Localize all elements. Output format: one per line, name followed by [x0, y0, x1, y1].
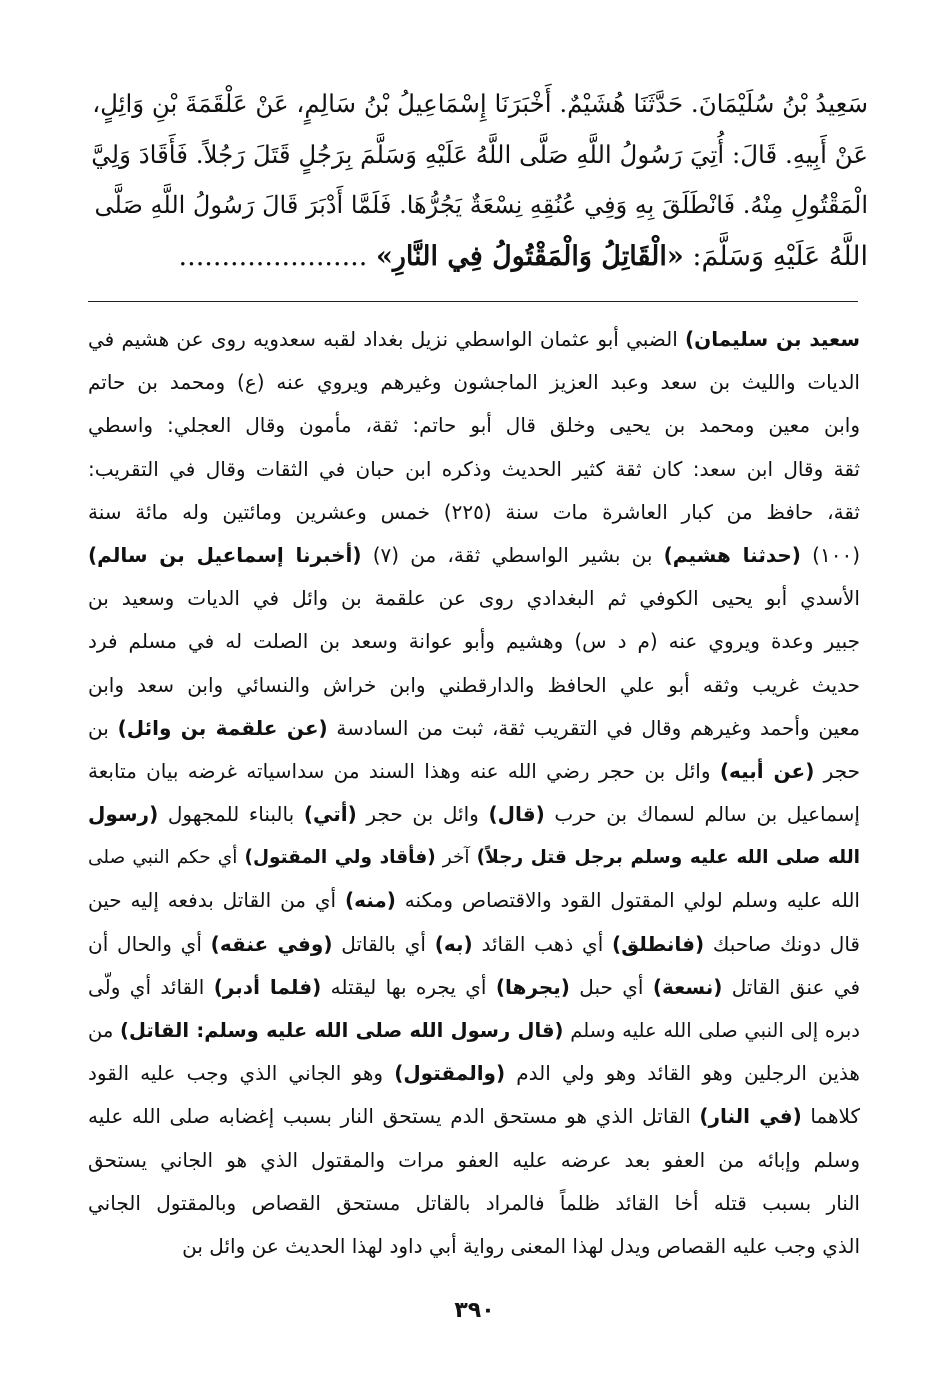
commentary-bold-term: (يجرها): [495, 974, 570, 999]
commentary-line: [88, 793, 860, 836]
commentary-text-run: كلاهما: [801, 1104, 860, 1129]
commentary-text-run: النار بسبب قتله أخا القائد ظلماً فالمراد بالقاتل مستحق القصاص وبالمقتول الجاني: [88, 1190, 860, 1215]
commentary-text-run: القائد أي ولّى: [88, 974, 214, 999]
commentary-text-run: أي ذهب القائد: [472, 931, 613, 956]
commentary-bold-term: (رسول: [88, 802, 159, 827]
commentary-text-run: في عنق القاتل: [722, 974, 860, 999]
commentary-bold-term: (في النار): [699, 1104, 802, 1129]
commentary-line: [88, 923, 860, 966]
commentary-text-run: أي بالقاتل: [332, 931, 435, 956]
commentary-text-run: قال دونك صاحبك: [704, 931, 860, 956]
separator-rule: [88, 301, 858, 302]
commentary-text-run: ثقة، حافظ من كبار العاشرة مات سنة (٢٢٥) خمس وعشرين ومائتين وله مائة سنة: [88, 499, 860, 524]
commentary-line: [88, 534, 860, 577]
commentary-text-run: بن: [88, 715, 118, 740]
commentary-text-run: وائل بن حجر: [356, 802, 489, 827]
commentary-line: [88, 1095, 860, 1138]
commentary-line: [88, 404, 860, 447]
commentary-line: [88, 361, 860, 404]
commentary-line: [88, 448, 860, 491]
page-number: ٣٩٠: [454, 1298, 495, 1323]
commentary-bold-term: (وفي عنقه): [210, 931, 333, 956]
commentary-bold-term: (عن علقمة بن وائل): [117, 715, 328, 740]
commentary-line: [88, 707, 860, 750]
commentary-line: [88, 664, 860, 707]
hadith-line: عَنْ أَبِيهِ. قَالَ: أُتِيَ رَسُولُ اللَّهِ صَلَّى اللَّهُ عَلَيْهِ وَسَلَّمَ بِرَجُلٍ قَتَلَ رَجُلاً. فَأَقَادَ وَلِيَّ: [91, 140, 868, 169]
hadith-quote: «الْقَاتِلُ وَالْمَقْتُولُ فِي النَّارِ»: [375, 241, 684, 272]
commentary-text-run: حديث غريب وثقه أبو علي الحافظ والدارقطني وابن خراش والنسائي وابن سعد وابن: [88, 672, 860, 697]
commentary-line: [88, 1182, 860, 1225]
commentary-line: [88, 577, 860, 620]
commentary-text-run: أي حبل: [569, 974, 653, 999]
commentary-line: [88, 491, 860, 534]
commentary-text-run: من: [88, 1019, 121, 1042]
commentary-bold-term: (أخبرنا إسماعيل بن سالم): [88, 542, 362, 567]
commentary-text-run: وهو الجاني الذي وجب عليه القود: [88, 1061, 395, 1086]
commentary-bold-term: (حدثنا هشيم): [663, 542, 801, 567]
commentary-line: [88, 879, 860, 922]
commentary-bold-term: (قال): [488, 802, 545, 827]
commentary-text-run: معين وأحمد وغيرهم وقال في التقريب ثقة، ثبت من السادسة: [327, 715, 860, 740]
commentary-line: [88, 1139, 860, 1182]
commentary-line: [88, 836, 860, 879]
hadith-line: اللَّهُ عَلَيْهِ وَسَلَّمَ: «الْقَاتِلُ وَالْمَقْتُولُ فِي النَّارِ» ......................: [178, 241, 868, 272]
commentary-bold-term: (منه): [344, 888, 396, 913]
commentary-text-run: ثقة وقال ابن سعد: كان ثقة كثير الحديث وذكره ابن حبان في الثقات وقال في التقريب:: [88, 456, 860, 481]
commentary-text-run: الديات والليث بن سعد وعبد العزيز الماجشون وغيرهم ويروي عنه (ع) ومحمد بن حاتم: [88, 370, 860, 395]
commentary-bold-term: (نسعة): [652, 974, 723, 999]
commentary-bold-term: (قال رسول الله صلى الله عليه وسلم: القاتل): [120, 1019, 564, 1042]
commentary-text-run: أي والحال أن: [88, 931, 211, 956]
commentary-text-run: القاتل الذي هو مستحق الدم يستحق النار بسبب إغضابه صلى الله عليه: [88, 1104, 700, 1129]
commentary-text-run: هذين الرجلين وهو القائد وهو ولي الدم: [505, 1061, 860, 1086]
commentary-text-run: حجر: [814, 758, 860, 783]
commentary-bold-term: (فانطلق): [612, 931, 705, 956]
commentary-line: [88, 1009, 860, 1052]
commentary-text-run: الذي وجب عليه القصاص ويدل لهذا المعنى رواية أبي داود لهذا الحديث عن وائل بن: [182, 1233, 860, 1258]
commentary-text-run: جبير وعدة ويروي عنه (م د س) وهشيم وأبو عوانة وسعد بن الصلت له في مسلم فرد: [88, 629, 860, 654]
commentary-bold-term: سعيد بن سليمان): [685, 327, 860, 351]
commentary-text-run: أي يجره بها ليقتله: [321, 974, 496, 999]
commentary-bold-term: الله صلى الله عليه وسلم برجل قتل رجلاً): [476, 847, 860, 869]
commentary-text-run: أي حكم النبي صلى: [88, 847, 245, 869]
hadith-text: [88, 78, 868, 282]
commentary-text-run: (١٠٠): [800, 542, 860, 567]
commentary-bold-term: (به): [434, 931, 473, 956]
hadith-line: سَعِيدُ بْنُ سُلَيْمَانَ. حَدَّثَنَا هُشَيْمٌ. أَخْبَرَنَا إِسْمَاعِيلُ بْنُ سَالِمٍ، عَنْ عَلْقَمَةَ بْنِ وَائِلٍ،: [92, 89, 868, 118]
commentary-bold-term: (والمقتول): [394, 1061, 506, 1086]
commentary-text-run: الضبي أبو عثمان الواسطي نزيل بغداد لقبه سعدويه روى عن هشيم في: [88, 327, 686, 351]
commentary-line: [88, 1052, 860, 1095]
commentary-text-run: أي من القاتل بدفعه إليه حين: [88, 888, 345, 913]
commentary-text: [88, 318, 860, 1268]
commentary-line: [88, 750, 860, 793]
commentary-bold-term: (عن أبيه): [719, 758, 815, 783]
commentary-bold-term: (فلما أدبر): [213, 974, 322, 999]
commentary-line: [88, 1225, 860, 1268]
commentary-text-run: بن بشير الواسطي ثقة، من (٧): [361, 542, 664, 567]
commentary-line: [88, 620, 860, 663]
commentary-text-run: دبره إلى النبي صلى الله عليه وسلم: [563, 1019, 860, 1042]
commentary-line: [88, 318, 860, 361]
commentary-text-run: الأسدي أبو يحيى الكوفي ثم البغدادي روى عن علقمة بن وائل في الديات وسعيد بن: [88, 586, 860, 611]
commentary-text-run: الله عليه وسلم لولي المقتول القود والاقتصاص ومكنه: [395, 888, 860, 913]
commentary-text-run: وائل بن حجر رضي الله عنه وهذا السند من سداسياته غرضه بيان متابعة: [88, 758, 720, 783]
commentary-text-run: وسلم وإبائه من العفو بعد عرضه عليه العفو مرات والمقتول الذي هو الجاني يستحق: [88, 1147, 860, 1172]
commentary-text-run: إسماعيل بن سالم لسماك بن حرب: [544, 802, 860, 827]
commentary-text-run: آخر: [435, 847, 477, 869]
commentary-text-run: بالبناء للمجهول: [158, 802, 304, 827]
commentary-bold-term: (أتي): [303, 802, 357, 827]
commentary-line: [88, 966, 860, 1009]
hadith-line: الْمَقْتُولِ مِنْهُ. فَانْطَلَقَ بِهِ وَفِي عُنُقِهِ نِسْعَةٌ يَجُرُّهَا. فَلَمَّا أَدْبَرَ قَالَ رَسُولُ اللَّهِ صَلَّى: [94, 191, 868, 219]
commentary-bold-term: (فأقاد ولي المقتول): [244, 847, 436, 869]
commentary-text-run: وابن معين ومحمد بن يحيى وخلق قال أبو حاتم: ثقة، مأمون وقال العجلي: واسطي: [88, 413, 860, 438]
